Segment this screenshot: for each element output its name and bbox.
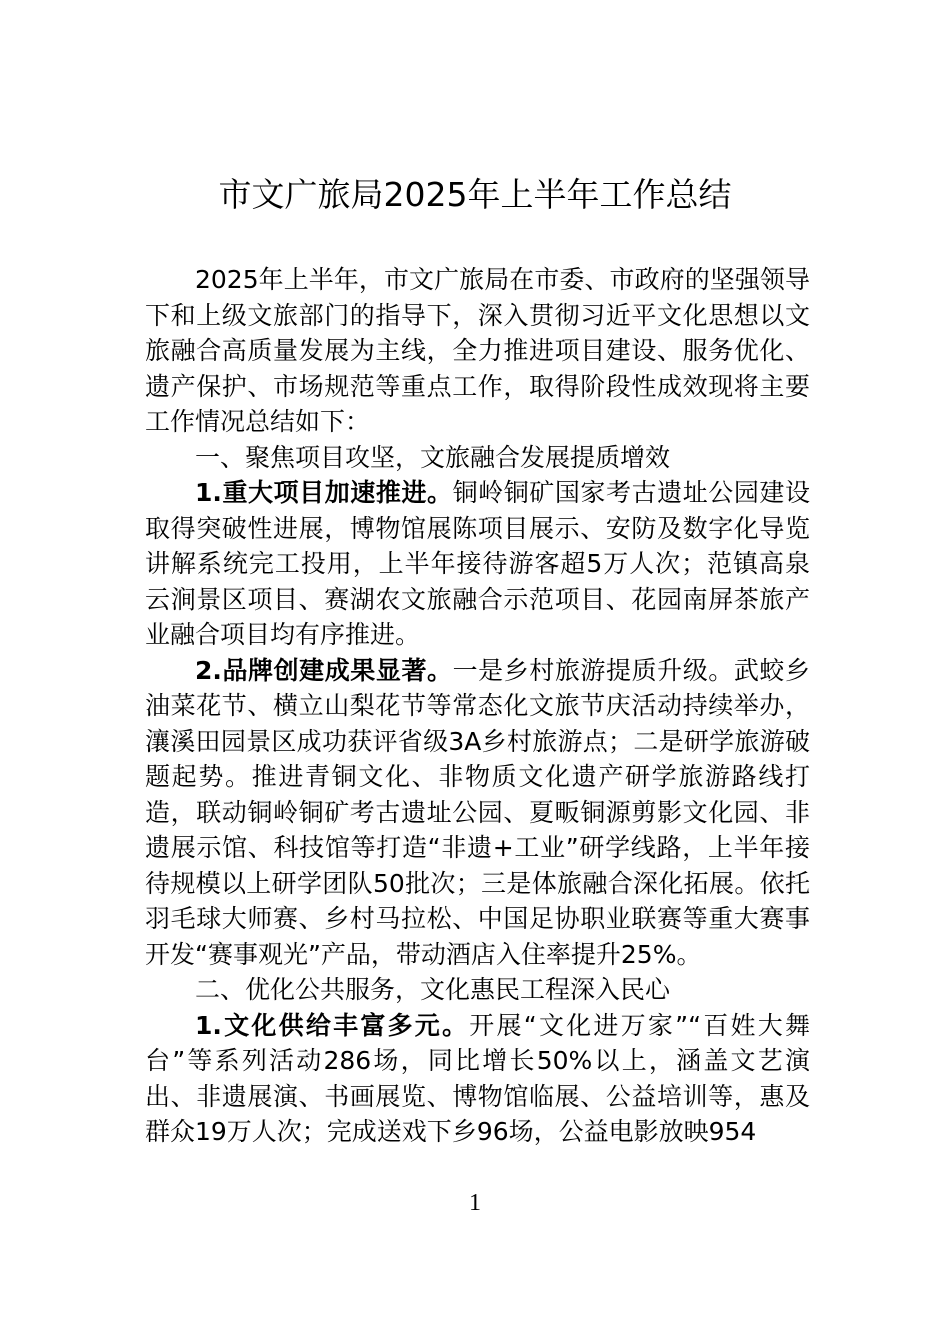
section-heading-2-text: 二、优化公共服务，文化惠民工程深入民心 bbox=[195, 975, 671, 1004]
paragraph-major-projects bbox=[145, 475, 810, 653]
paragraph-cultural-supply-lead: 1.文化供给丰富多元。 bbox=[195, 1010, 470, 1040]
section-heading-1 bbox=[145, 440, 810, 476]
page-number: 1 bbox=[469, 1190, 481, 1216]
document-body bbox=[145, 262, 810, 1150]
intro-paragraph bbox=[145, 262, 810, 440]
document-title: 市文广旅局2025年上半年工作总结 bbox=[218, 175, 732, 214]
section-heading-1-text: 一、聚焦项目攻坚，文旅融合发展提质增效 bbox=[195, 442, 671, 472]
paragraph-brand-building bbox=[145, 653, 810, 973]
section-heading-2 bbox=[145, 972, 810, 1008]
paragraph-cultural-supply bbox=[145, 1008, 810, 1150]
paragraph-major-projects-lead: 1.重大项目加速推进。 bbox=[195, 478, 453, 507]
paragraph-cultural-supply-text: 开展“文化进万家”“百姓大舞台”等系列活动286场，同比增长50%以上，涵盖文艺演出、非遗展演、书画展览、博物馆临展、公益培训等，惠及群众19万人次；完成送戏下乡96场，公益电影放映954 bbox=[145, 1010, 810, 1146]
paragraph-brand-building-text: 一是乡村旅游提质升级。武蛟乡油菜花节、横立山梨花节等常态化文旅节庆活动持续举办，瀼溪田园景区成功获评省级3A乡村旅游点；二是研学旅游破题起势。推进青铜文化、非物质文化遗产研学旅游路线打造，联动铜岭铜矿考古遗址公园、夏畈铜源剪影文化园、非遗展示馆、科技馆等打造“非遗+工业”研学线路，上半年接待规模以上研学团队50批次；三是体旅融合深化拓展。依托羽毛球大师赛、乡村马拉松、中国足协职业联赛等重大赛事开发“赛事观光”产品，带动酒店入住率提升25%。 bbox=[145, 655, 810, 969]
paragraph-major-projects-text: 铜岭铜矿国家考古遗址公园建设取得突破性进展，博物馆展陈项目展示、安防及数字化导览讲解系统完工投用，上半年接待游客超5万人次；范镇高泉云涧景区项目、赛湖农文旅融合示范项目、花园南屏茶旅产业融合项目均有序推进。 bbox=[145, 478, 810, 649]
paragraph-brand-building-lead: 2.品牌创建成果显著。 bbox=[195, 655, 453, 685]
intro-paragraph-text: 2025年上半年，市文广旅局在市委、市政府的坚强领导下和上级文旅部门的指导下，深入贯彻习近平文化思想以文旅融合高质量发展为主线，全力推进项目建设、服务优化、遗产保护、市场规范等重点工作，取得阶段性成效现将主要工作情况总结如下： bbox=[145, 265, 810, 436]
